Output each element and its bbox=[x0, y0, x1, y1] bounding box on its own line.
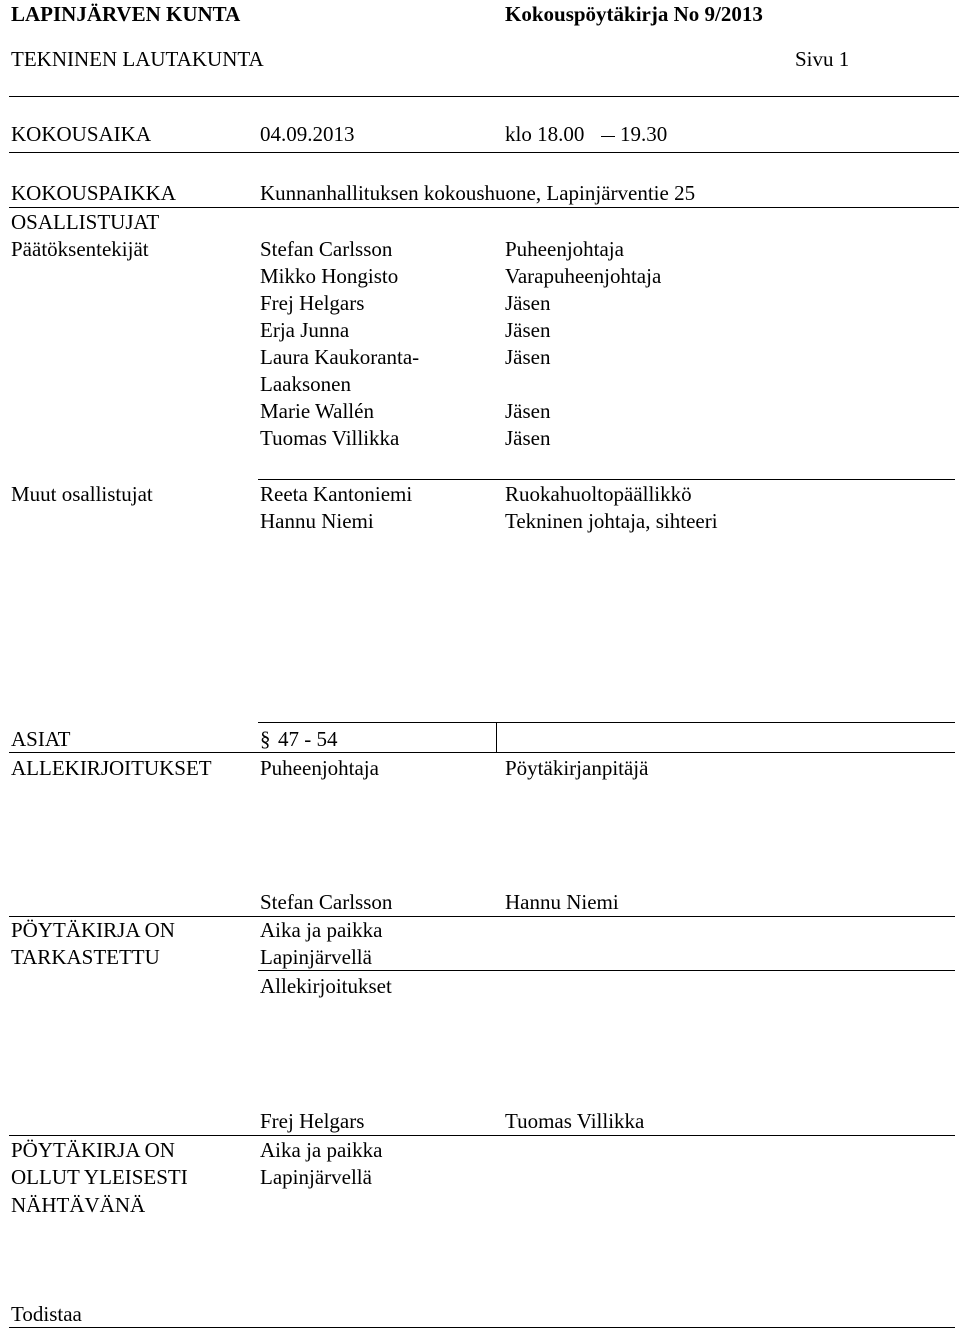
checkers-divider bbox=[9, 1135, 955, 1136]
chair-label: Puheenjohtaja bbox=[260, 756, 379, 780]
bottom-divider bbox=[9, 1327, 955, 1328]
participant-name: Laaksonen bbox=[260, 372, 351, 396]
meeting-time-divider bbox=[9, 152, 959, 153]
items-column-separator bbox=[496, 722, 497, 752]
other-participant-role: Tekninen johtaja, sihteeri bbox=[505, 509, 718, 533]
secretary-name: Hannu Niemi bbox=[505, 890, 619, 914]
public-display-label: PÖYTÄKIRJA ON bbox=[11, 1138, 175, 1162]
organization-name: LAPINJÄRVEN KUNTA bbox=[11, 2, 241, 26]
meeting-time-start: klo 18.00 bbox=[505, 122, 585, 146]
participant-name: Frej Helgars bbox=[260, 291, 365, 315]
decision-makers-label: Päätöksentekijät bbox=[11, 237, 149, 261]
meeting-time-label: KOKOUSAIKA bbox=[11, 122, 151, 146]
other-participant-name: Hannu Niemi bbox=[260, 509, 374, 533]
certify-label: Todistaa bbox=[11, 1302, 82, 1326]
meeting-place-label: KOKOUSPAIKKA bbox=[11, 181, 176, 205]
chair-name: Stefan Carlsson bbox=[260, 890, 393, 914]
signatures-label: ALLEKIRJOITUKSET bbox=[11, 756, 212, 780]
other-participants-label: Muut osallistujat bbox=[11, 482, 153, 506]
public-display-label-line2: OLLUT YLEISESTI bbox=[11, 1165, 188, 1189]
participant-role: Jäsen bbox=[505, 291, 551, 315]
meeting-time-end: 19.30 bbox=[620, 122, 668, 146]
header-divider bbox=[9, 96, 959, 97]
participant-name: Marie Wallén bbox=[260, 399, 374, 423]
time-range-dash bbox=[601, 136, 615, 137]
participant-role: Puheenjohtaja bbox=[505, 237, 624, 261]
participant-role: Jäsen bbox=[505, 399, 551, 423]
public-display-label-line3: NÄHTÄVÄNÄ bbox=[11, 1193, 146, 1217]
checked-place: Lapinjärvellä bbox=[260, 945, 372, 969]
participant-name: Laura Kaukoranta- bbox=[260, 345, 420, 369]
checker-name: Tuomas Villikka bbox=[505, 1109, 645, 1133]
checked-label-line2: TARKASTETTU bbox=[11, 945, 160, 969]
document-title: Kokouspöytäkirja No 9/2013 bbox=[505, 2, 763, 26]
public-place: Lapinjärvellä bbox=[260, 1165, 372, 1189]
participant-name: Erja Junna bbox=[260, 318, 350, 342]
participant-role: Jäsen bbox=[505, 318, 551, 342]
checked-signatures-label: Allekirjoitukset bbox=[260, 974, 392, 998]
section-sign: § bbox=[260, 727, 271, 751]
other-participant-name: Reeta Kantoniemi bbox=[260, 482, 413, 506]
items-label: ASIAT bbox=[11, 727, 71, 751]
committee-name: TEKNINEN LAUTAKUNTA bbox=[11, 47, 264, 71]
meeting-date: 04.09.2013 bbox=[260, 122, 355, 146]
participant-role: Jäsen bbox=[505, 426, 551, 450]
participant-name: Stefan Carlsson bbox=[260, 237, 393, 261]
participants-divider bbox=[258, 479, 955, 480]
items-divider bbox=[9, 752, 955, 753]
participants-label: OSALLISTUJAT bbox=[11, 210, 160, 234]
page-number: Sivu 1 bbox=[795, 47, 850, 71]
participant-name: Mikko Hongisto bbox=[260, 264, 399, 288]
checker-name: Frej Helgars bbox=[260, 1109, 365, 1133]
other-participant-role: Ruokahuoltopäällikkö bbox=[505, 482, 692, 506]
items-range: 47 - 54 bbox=[278, 727, 338, 751]
meeting-place-divider bbox=[9, 207, 959, 208]
participant-name: Tuomas Villikka bbox=[260, 426, 400, 450]
items-top-divider bbox=[258, 722, 955, 723]
meeting-place: Kunnanhallituksen kokoushuone, Lapinjärventie 25 bbox=[260, 181, 696, 205]
checked-time-place-label: Aika ja paikka bbox=[260, 918, 383, 942]
checked-place-divider bbox=[258, 970, 955, 971]
checked-label: PÖYTÄKIRJA ON bbox=[11, 918, 175, 942]
public-time-place-label: Aika ja paikka bbox=[260, 1138, 383, 1162]
participant-role: Varapuheenjohtaja bbox=[505, 264, 662, 288]
participant-role: Jäsen bbox=[505, 345, 551, 369]
secretary-label: Pöytäkirjanpitäjä bbox=[505, 756, 649, 780]
